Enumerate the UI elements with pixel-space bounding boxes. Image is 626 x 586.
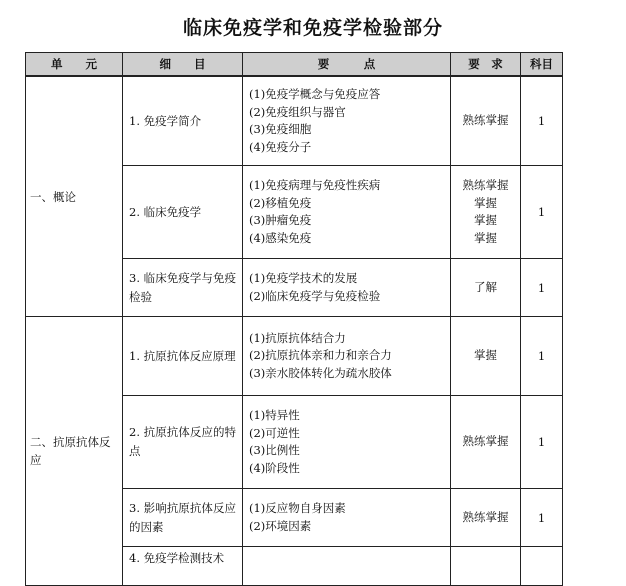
points-cell xyxy=(243,396,451,489)
point-item: (2)抗原抗体亲和力和亲合力 xyxy=(249,348,392,363)
subject-cell: 1 xyxy=(521,396,563,489)
requirement-cell xyxy=(451,547,521,586)
requirement-item: 掌握 xyxy=(474,348,497,363)
requirement-cell xyxy=(451,166,521,259)
page-title: 临床免疫学和免疫学检验部分 xyxy=(182,17,443,39)
header-subject: 科目 xyxy=(521,53,563,77)
point-item: (3)肿瘤免疫 xyxy=(249,213,312,227)
unit-cell: 一、概论 xyxy=(26,76,123,317)
header-unit: 单 元 xyxy=(26,53,123,77)
requirement-cell xyxy=(451,259,521,317)
table-row xyxy=(26,317,563,396)
requirement-item: 掌握 xyxy=(474,213,497,227)
requirement-cell xyxy=(451,489,521,547)
detail-cell: 3. 临床免疫学与免疫检验 xyxy=(123,259,243,317)
subject-cell: 1 xyxy=(521,317,563,396)
point-item: (1)抗原抗体结合力 xyxy=(249,330,346,345)
points-cell xyxy=(243,76,451,166)
detail-cell: 2. 临床免疫学 xyxy=(123,166,243,259)
point-item: (2)免疫组织与器官 xyxy=(249,104,346,119)
requirement-item: 熟练掌握 xyxy=(462,113,509,128)
point-item: (2)可逆性 xyxy=(249,425,300,440)
points-cell xyxy=(243,547,451,586)
requirement-item: 了解 xyxy=(474,279,497,294)
requirement-cell xyxy=(451,76,521,166)
header-points: 要 点 xyxy=(243,53,451,77)
point-item: (2)临床免疫学与免疫检验 xyxy=(249,288,381,303)
requirement-item: 掌握 xyxy=(474,230,497,245)
point-item: (4)阶段性 xyxy=(249,460,300,475)
points-cell xyxy=(243,166,451,259)
requirement-item: 掌握 xyxy=(474,195,497,210)
subject-cell: 1 xyxy=(521,259,563,317)
table-header-row xyxy=(26,53,563,77)
point-item: (1)免疫学概念与免疫应答 xyxy=(249,87,381,101)
detail-cell: 2. 抗原抗体反应的特点 xyxy=(123,396,243,489)
subject-cell xyxy=(521,547,563,586)
header-detail: 细 目 xyxy=(123,53,243,77)
points-cell xyxy=(243,259,451,317)
point-item: (2)移植免疫 xyxy=(249,195,312,210)
points-cell xyxy=(243,317,451,396)
requirement-item: 熟练掌握 xyxy=(462,178,509,192)
point-item: (1)免疫学技术的发展 xyxy=(249,271,358,285)
syllabus-table xyxy=(25,52,563,586)
point-item: (1)特异性 xyxy=(249,408,300,422)
point-item: (4)感染免疫 xyxy=(249,230,312,245)
requirement-item: 熟练掌握 xyxy=(462,434,509,449)
table-row xyxy=(26,76,563,166)
requirement-item: 熟练掌握 xyxy=(462,509,509,524)
detail-cell: 1. 抗原抗体反应原理 xyxy=(123,317,243,396)
subject-cell: 1 xyxy=(521,489,563,547)
detail-cell: 3. 影响抗原抗体反应的因素 xyxy=(123,489,243,547)
point-item: (1)反应物自身因素 xyxy=(249,501,346,515)
point-item: (3)比例性 xyxy=(249,443,300,457)
point-item: (2)环境因素 xyxy=(249,518,312,533)
point-item: (3)免疫细胞 xyxy=(249,122,312,136)
requirement-cell xyxy=(451,396,521,489)
requirement-cell xyxy=(451,317,521,396)
subject-cell: 1 xyxy=(521,76,563,166)
detail-cell: 1. 免疫学简介 xyxy=(123,76,243,166)
point-item: (1)免疫病理与免疫性疾病 xyxy=(249,178,381,192)
point-item: (3)亲水胶体转化为疏水胶体 xyxy=(249,365,392,380)
detail-cell: 4. 免疫学检测技术 xyxy=(123,547,243,586)
unit-cell: 二、抗原抗体反应 xyxy=(26,317,123,586)
point-item: (4)免疫分子 xyxy=(249,139,312,154)
points-cell xyxy=(243,489,451,547)
header-requirement: 要 求 xyxy=(451,53,521,77)
subject-cell: 1 xyxy=(521,166,563,259)
